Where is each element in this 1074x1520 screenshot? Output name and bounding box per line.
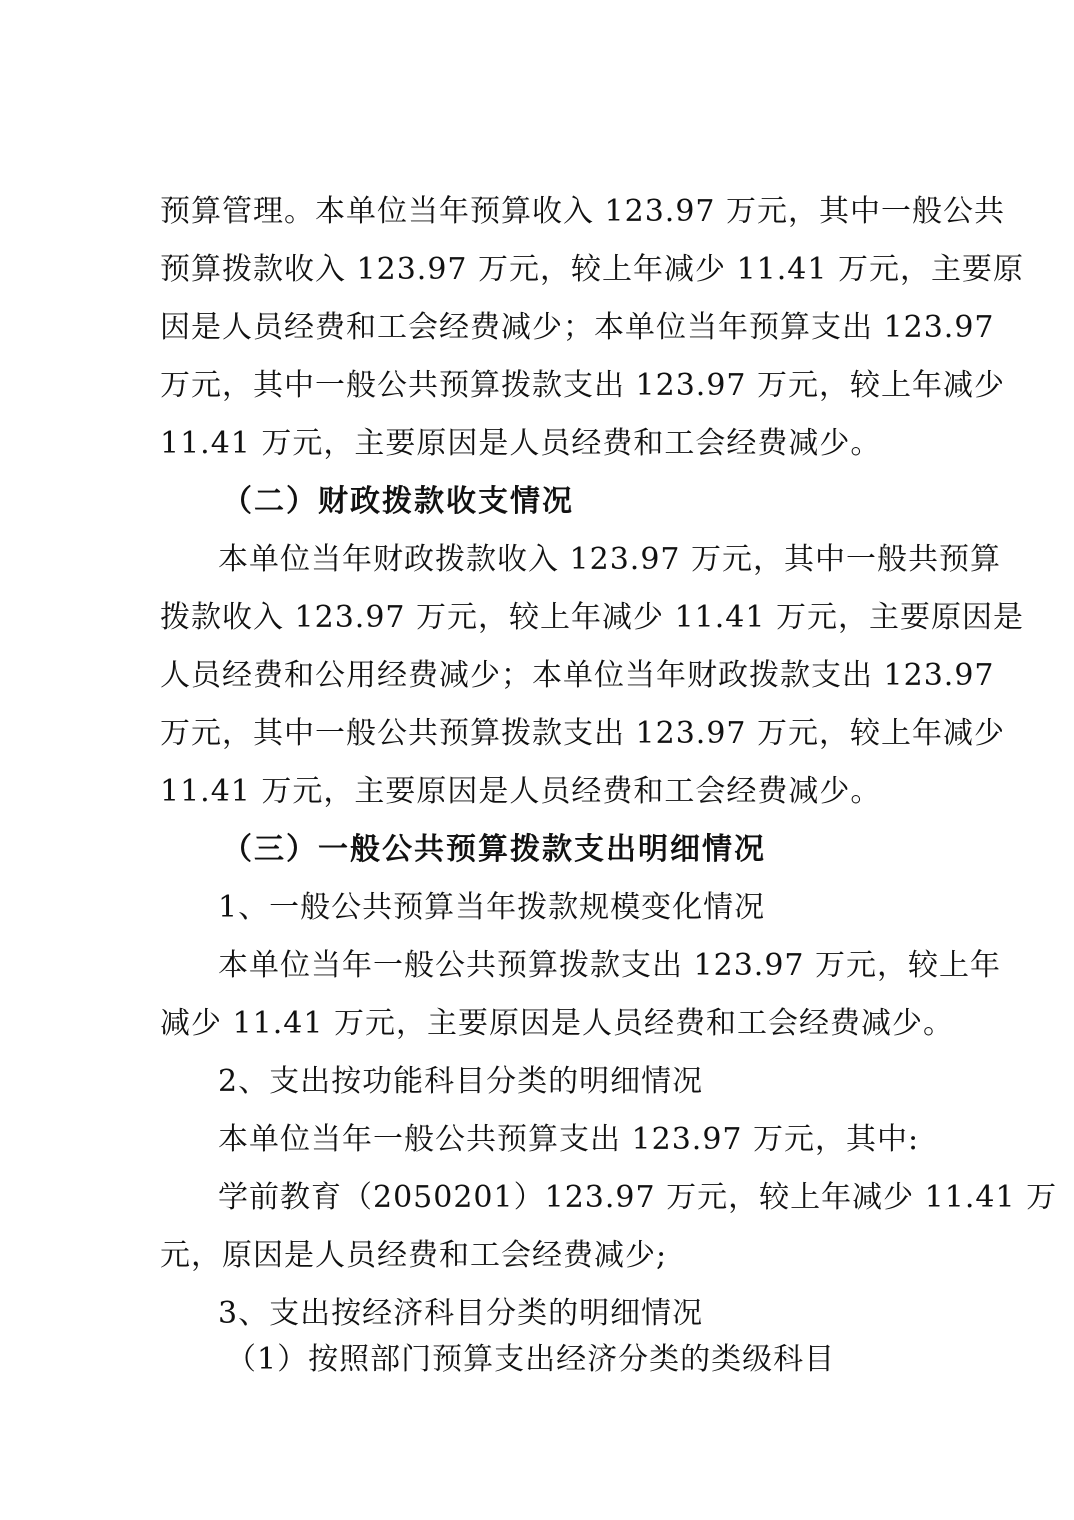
paragraph-line: 本单位当年一般公共预算支出 123.97 万元，其中:	[218, 1122, 920, 1157]
paragraph-line: 本单位当年一般公共预算拨款支出 123.97 万元，较上年	[218, 948, 1002, 983]
section-heading-fiscal-allocation: （二）财政拨款收支情况	[222, 484, 574, 519]
paragraph-line: 11.41 万元，主要原因是人员经费和工会经费减少。	[160, 426, 882, 461]
paragraph-line: 本单位当年财政拨款收入 123.97 万元，其中一般共预算	[218, 542, 1002, 577]
paragraph-line: 人员经费和公用经费减少；本单位当年财政拨款支出 123.97	[160, 658, 995, 693]
subheading-category-level: （1）按照部门预算支出经济分类的类级科目	[226, 1342, 836, 1377]
subheading-functional-classification: 2、支出按功能科目分类的明细情况	[218, 1064, 704, 1099]
paragraph-line: 预算管理。本单位当年预算收入 123.97 万元，其中一般公共	[160, 194, 1006, 229]
subheading-economic-classification: 3、支出按经济科目分类的明细情况	[218, 1296, 704, 1331]
paragraph-line: 因是人员经费和工会经费减少；本单位当年预算支出 123.97	[160, 310, 995, 345]
paragraph-line: 减少 11.41 万元，主要原因是人员经费和工会经费减少。	[160, 1006, 954, 1041]
paragraph-line: 学前教育（2050201）123.97 万元，较上年减少 11.41 万	[218, 1180, 1058, 1215]
paragraph-line: 万元，其中一般公共预算拨款支出 123.97 万元，较上年减少	[160, 368, 1006, 403]
paragraph-line: 拨款收入 123.97 万元，较上年减少 11.41 万元，主要原因是	[160, 600, 1024, 635]
paragraph-line: 预算拨款收入 123.97 万元，较上年减少 11.41 万元，主要原	[160, 252, 1024, 287]
paragraph-line: 万元，其中一般公共预算拨款支出 123.97 万元，较上年减少	[160, 716, 1006, 751]
section-heading-expenditure-detail: （三）一般公共预算拨款支出明细情况	[222, 832, 766, 867]
subheading-scale-change: 1、一般公共预算当年拨款规模变化情况	[218, 890, 766, 925]
paragraph-line: 11.41 万元，主要原因是人员经费和工会经费减少。	[160, 774, 882, 809]
paragraph-line: 元，原因是人员经费和工会经费减少;	[160, 1238, 668, 1273]
